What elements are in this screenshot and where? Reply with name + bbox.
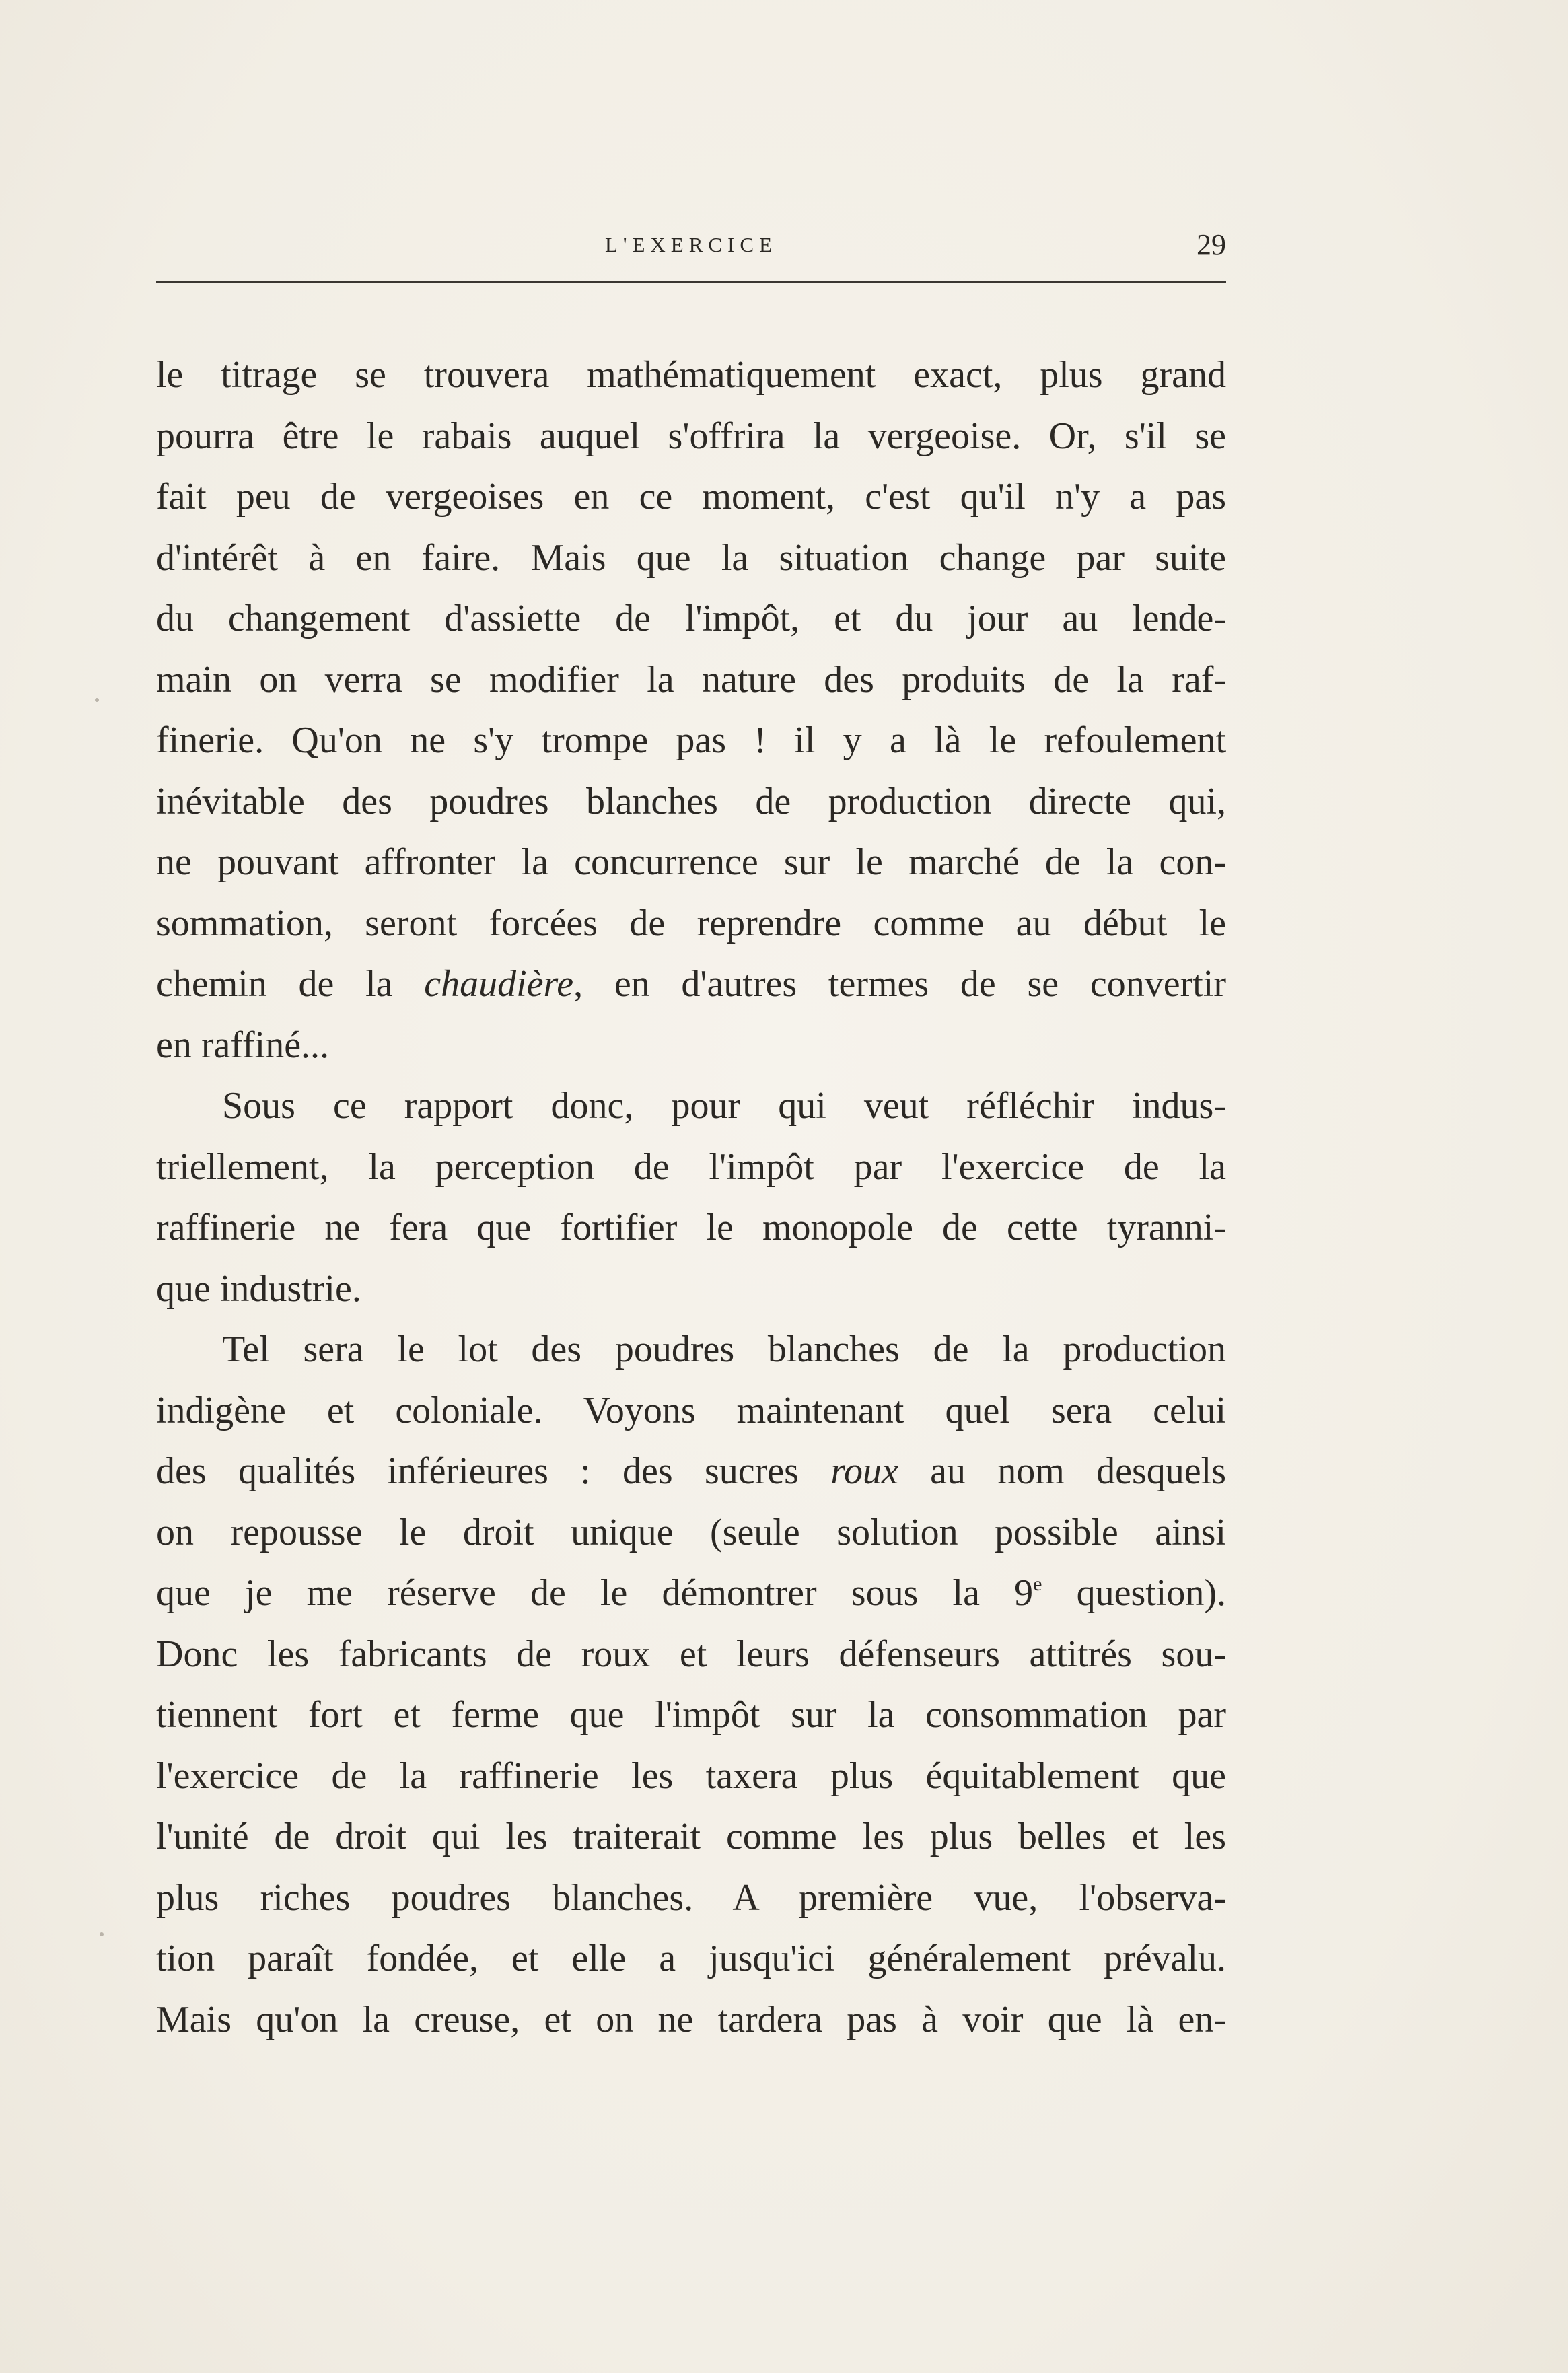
text-line: du changement d'assiette de l'impôt, et du jour au lende- — [156, 598, 1226, 639]
text-line: ne pouvant affronter la concurrence sur le marché de la con- — [156, 841, 1226, 883]
text-run: , en d'autres termes de se convertir — [573, 963, 1226, 1005]
paper-speck — [100, 1932, 104, 1936]
text-line: tiennent fort et ferme que l'impôt sur la consommation par — [156, 1694, 1226, 1736]
text-line: sommation, seront forcées de reprendre comme au début le — [156, 902, 1226, 944]
text-line: le titrage se trouvera mathématiquement exact, plus grand — [156, 354, 1226, 396]
italic-word: chaudière — [424, 963, 574, 1005]
text-run: au nom desquels — [898, 1450, 1226, 1492]
text-line: Sous ce rapport donc, pour qui veut réfléchir indus- — [222, 1085, 1226, 1127]
page-number: 29 — [1197, 228, 1226, 261]
text-line: Mais qu'on la creuse, et on ne tardera pas à voir que là en- — [156, 1998, 1226, 2041]
text-run: chemin de la — [156, 963, 425, 1005]
running-title: L'EXERCICE — [604, 233, 778, 256]
text-run: des qualités inférieures : des sucres — [156, 1450, 831, 1492]
text-line: indigène et coloniale. Voyons maintenant quel sera celui — [156, 1389, 1226, 1431]
running-head — [156, 225, 1226, 265]
text-run: question). — [1042, 1572, 1226, 1614]
text-line: on repousse le droit unique (seule solution possible ainsi — [156, 1511, 1226, 1553]
italic-word: roux — [830, 1450, 898, 1492]
text-run: que je me réserve de le démontrer sous la 9 — [156, 1572, 1034, 1614]
text-line: fait peu de vergeoises en ce moment, c'est qu'il n'y a pas — [156, 476, 1226, 518]
header-rule — [156, 281, 1226, 283]
text-line: raffinerie ne fera que fortifier le monopole de cette tyranni- — [156, 1207, 1226, 1248]
text-line: finerie. Qu'on ne s'y trompe pas ! il y a là le refoulement — [156, 719, 1226, 761]
text-line: l'unité de droit qui les traiterait comme les plus belles et les — [156, 1816, 1226, 1857]
text-line: en raffiné... — [156, 1024, 330, 1066]
text-line — [156, 1441, 1226, 1502]
text-line — [156, 1563, 1226, 1624]
text-line: tion paraît fondée, et elle a jusqu'ici généralement prévalu. — [156, 1938, 1226, 1979]
text-line: inévitable des poudres blanches de production directe qui, — [156, 780, 1226, 822]
text-line: main on verra se modifier la nature des produits de la raf- — [156, 658, 1226, 701]
text-line: d'intérêt à en faire. Mais que la situation change par suite — [156, 536, 1226, 579]
text-line: triellement, la perception de l'impôt par l'exercice de la — [156, 1145, 1226, 1188]
text-line: pourra être le rabais auquel s'offrira la vergeoise. Or, s'il se — [156, 415, 1226, 457]
text-line: Tel sera le lot des poudres blanches de la production — [222, 1329, 1226, 1370]
paper-speck — [95, 698, 99, 702]
text-line — [156, 954, 1226, 1015]
superscript: e — [1033, 1573, 1042, 1595]
text-line: l'exercice de la raffinerie les taxera plus équitablement que — [156, 1755, 1226, 1797]
text-line: plus riches poudres blanches. A première vue, l'observa- — [156, 1876, 1226, 1919]
text-line: Donc les fabricants de roux et leurs défenseurs attitrés sou- — [156, 1633, 1226, 1675]
text-line: que industrie. — [156, 1267, 361, 1310]
body-text — [156, 345, 1226, 2050]
